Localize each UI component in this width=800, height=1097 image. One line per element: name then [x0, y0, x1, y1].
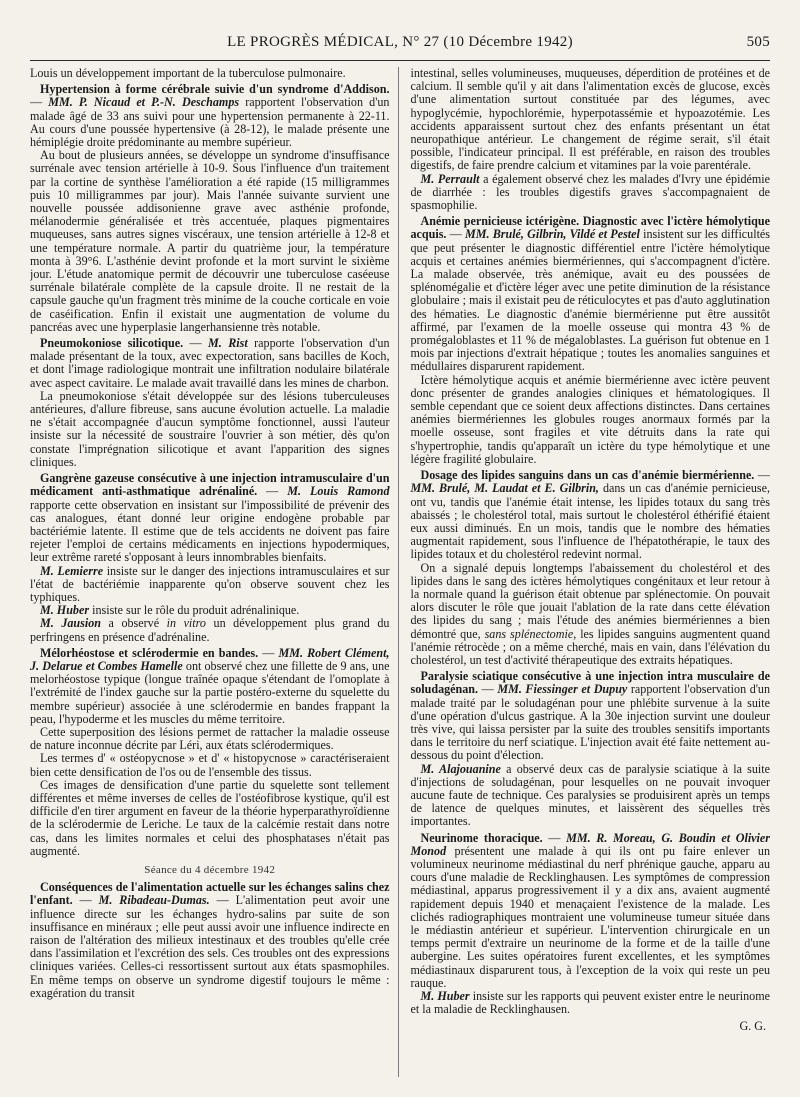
section-dosage-lipides: Dosage des lipides sanguins dans un cas d'anémie biermérienne. — MM. Brulé, M. Laudat et E. Gilbrin, dans un cas d'anémie pernicieuse, ont vu, tandis que l'anémie était intense, les lipides totaux du sang très abaissés ; le cholestérol total, mais surtout le cholestérol éthérifié étaient eux aussi diminués. En un mois, tandis que le nombre des hématies augmentait rapidement, sous l'influence de l'hépatothérapie, le taux des lipides totaux et du cholestérol redevint normal. On a signalé depuis longtemps l'abaissement du cholestérol et des lipides dans le sang des ictères hémolytiques congénitaux et leur retour à la normale quand la guérison était obtenue par splénectomie. On pouvait alors discuter le rôle que jouait l'ablation de la rate dans cette élévation des lipides du sang ; mais l'étude des anémies biermériennes a bien démontré que, sans splénectomie, les lipides sanguins augmentent quand l'anémie rétrocède ; on a même cherché, mais en vain, dans l'élévation du cholestérol, un test d'activité thérapeutique des extraits hépatiques.	[410, 468, 770, 667]
section-authors: M. Rist	[208, 336, 248, 351]
intro-paragraph: Louis un développement important de la tuberculose pulmonaire.	[30, 67, 346, 80]
author-name: M. Jausion	[40, 616, 101, 631]
section-neurinome: Neurinome thoracique. — MM. R. Moreau, G. Boudin et Olivier Monod présentent une malade à qui ils ont pu faire enlever un volumineux neurinome médiastinal du nerf phrénique gauche, apparu au cours d'une maladie de Recklinghausen. Les symptômes de compression médiastinal, apparus progressivement il y a dix ans, avaient augmenté rapidement depuis 1940 et menaçaient l'existence de la malade. Les clichés radiographiques montraient une volumineuse tumeur située dans le médiastin antérieur et supérieur. L'intervention chirurgicale en un temps permit d'extraire un neurinome de la forme et de la taille d'une aubergine. Les suites opératoires furent excellentes, et les symptômes médiastinaux disparurent tous, à l'exception de la voix qui reste un peu rauque. M. Huber insiste sur les rapports qui peuvent exister entre le neurinome et la maladie de Recklinghausen.	[410, 830, 770, 1017]
section-heading: Conséquences de l'alimentation actuelle sur les échanges salins chez l'enfant.	[30, 880, 390, 908]
section-authors: MM. Fiessinger et Dupuy	[497, 682, 628, 697]
section-gangrene: Gangrène gazeuse consécutive à une injection intramusculaire d'un médicament anti-asthmatique adrénaliné. — M. Louis Ramond rapporte cette observation en insistant sur l'impossibilité de prévenir des cas analogues, étant donné leur origine endogène probable par bactériémie latente. Il estime que de tels accidents ne doivent pas faire rejeter l'emploi de certains médicaments en injections hypodermiques, leur extrême rareté s'opposant à leurs innombrables bienfaits. M. Lemierre insiste sur le danger des injections intramusculaires et sur l'état de bactériémie inapparente qu'on observe souvent chez les typhiques. M. Huber insiste sur le rôle du produit adrénalinique. M. Jausion a observé in vitro un développement plus grand du perfringens en présence d'adrénaline.	[30, 471, 390, 644]
paragraph-text: ont observé chez une fillette de 9 ans, une melorhéostose typique (longue traînée opaque s'étendant de l'omoplate à l'extrémité de l'index gauche sur la partie postéro-externe du squelette du membre supérieur) associée à une sclérodermie en bandes frappant la peau, l'hypoderme et les muscles du même territoire.	[30, 658, 390, 726]
section-heading: Hypertension à forme cérébrale suivie d'un syndrome d'Addison.	[40, 82, 390, 97]
section-anemie-pernicieuse: Anémie pernicieuse ictérigène. Diagnostic avec l'ictère hémolytique acquis. — MM. Brulé, Gilbrin, Vildé et Pestel insistent sur les difficultés que peut présenter le diagnostic différentiel entre l'ictère hémolytique acquis et certaines anémies biermériennes, qui s'accompagnent d'ictère. La malade observée, très anémique, avait eu des poussées de splénomégalie et d'ictère léger avec une petite diminution de la résistance globulaire ; mais il existait peu de réticulocytes et pas d'auto agglutination des hématies. Le diagnostic d'anémie biermérienne put être aussitôt affirmé, par l'examen de la moelle osseuse qui montra 43 % de promégaloblastes et 11 % de mégaloblastes. La guérison fut obtenue en 1 mois par injections d'extrait hépatique ; toutes les anomalies sanguines et médullaires disparurent rapidement. Ictère hémolytique acquis et anémie biermérienne avec ictère peuvent donc présenter de grandes analogies cliniques et hématologiques. Il semble cependant que ce soient deux affections distinctes. Dans certaines anémies biermériennes les globules rouges anormaux formés par la moelle osseuse, sont fragiles et vite détruits dans la rate qui s'hypertrophie, tandis qu'apparaît un ictère du type hémolytique et une légère fragilité globulaire.	[410, 214, 770, 466]
paragraph: Ces images de densification d'une partie du squelette sont tellement différentes et même inverses de celles de l'ostéofibrose kystique, qu'il est difficile d'en tirer argument en faveur de la théorie hyperparathyroïdienne de la sclérodermie de Leriche. Le taux de la calcémie restait dans notre cas, dans les limites normales et celui des phosphatases n'était pas augmenté.	[30, 777, 390, 858]
paragraph-text: dans un cas d'anémie pernicieuse, ont vu, tandis que l'anémie était intense, les lipides totaux du sang très abaissés ; le cholestérol total, mais surtout le cholestérol éthérifié étaient eux aussi diminués. En un mois, tandis que le nombre des hématies augmentait rapidement, sous l'influence de l'hépatothérapie, le taux des lipides totaux et du cholestérol redevint normal.	[410, 481, 770, 562]
italic-term: sans splénectomie,	[484, 626, 577, 641]
page-number: 505	[746, 34, 770, 50]
author-name: M. Huber	[40, 603, 90, 618]
author-name: M. Lemierre	[40, 563, 104, 578]
section-paralysie-sciatique: Paralysie sciatique consécutive à une injection intra musculaire de soludagénan. — MM. Fiessinger et Dupuy rapportent l'observation d'un malade traité par le soludagénan pour une phlébite survenue à la suite d'une opération d'ulcus gastrique. A la 30e injection survint une douleur très vive, qui laissa persister par la suite des troubles sensitifs importants dans le territoire du nerf sciatique. L'injection avait été faite nettement au-dessous du point d'élection. M. Alajouanine a observé deux cas de paralysie sciatique à la suite d'injections de soludagénan, pour lesquelles on ne pouvait invoquer aucune faute de technique. Ces paralysies se produisirent après un temps de latence de quelques minutes, et laissèrent des séquelles très importantes.	[410, 669, 770, 829]
paragraph: Les termes d' « ostéopycnose » et d' « histopycnose » caractériseraient bien cette densification de l'os ou de l'ensemble des tissus.	[30, 751, 390, 779]
paragraph-text: rapporte l'observation d'un malade présentant de la toux, avec expectoration, sans bacilles de Koch, et dont l'image radiologique montrait une infiltration nodulaire bilatérale avec aspect cavitaire. Le malade avait travaillé dans les mines de charbon.	[30, 336, 390, 390]
paragraph-text: rapporte cette observation en insistant sur l'impossibilité de prévenir des cas analogues, étant donné leur origine endogène probable par bactériémie latente. Il estime que de tels accidents ne doivent pas faire rejeter l'emploi de certains médicaments en injections hypodermiques, leur extrême rareté s'opposant à leurs innombrables bienfaits.	[30, 497, 390, 565]
paragraph: Ictère hémolytique acquis et anémie biermérienne avec ictère peuvent donc présenter de grandes analogies cliniques et hématologiques. Il semble cependant que ce soient deux affections distinctes. Dans certaines anémies biermériennes les globules rouges anormaux formés par la moelle osseuse, sont fragiles et vite détruits dans la rate qui s'hypertrophie, tandis qu'apparaît un ictère du type hémolytique et une légère fragilité globulaire.	[410, 372, 770, 466]
paragraph-text: a observé	[108, 616, 160, 631]
paragraph-text: a observé deux cas de paralysie sciatique à la suite d'injections de soludagénan, pour lesquelles on ne pouvait invoquer aucune faute de technique. Ces paralysies se produisirent après un temps de latence de quelques minutes, et laissèrent des séquelles très importantes.	[410, 761, 770, 829]
section-heading: Mélorhéostose et sclérodermie en bandes.	[40, 645, 259, 660]
session-date: Séance du 4 décembre 1942	[144, 863, 276, 876]
section-alimentation: Conséquences de l'alimentation actuelle sur les échanges salins chez l'enfant. — M. Ribadeau-Dumas. — L'alimentation peut avoir une influence directe sur les échanges hydro-salins par suite de son insuffisance en minéraux ; elle peut aussi avoir une influence indirecte en raison de l'altération des milieux intestinaux et des troubles qu'elle crée dans l'assimilation et l'excrétion des sels. Ces troubles ont des expressions cliniques variées. Celles-ci ressortissent surtout aux états spasmophiles. En même temps on observe un syndrome digestif toujours le même : exagération du transit	[30, 880, 390, 1000]
section-pneumokoniose: Pneumokoniose silicotique. — M. Rist rapporte l'observation d'un malade présentant de la toux, avec expectoration, sans bacilles de Koch, et dont l'image radiologique montrait une infiltration nodulaire bilatérale avec aspect cavitaire. Le malade avait travaillé dans les mines de charbon. La pneumokoniose s'était développée sur des lésions tuberculeuses antérieures, d'allure fibreuse, sans aucune évolution actuelle. La maladie ne s'était accompagnée d'aucun symptôme fonctionnel, aussi l'auteur insiste sur la nécessité de soustraire l'ouvrier à son métier, dès qu'on constate l'imprégnation silicotique et avant l'apparition des signes cliniques.	[30, 336, 390, 469]
header-rule	[30, 60, 770, 61]
section-authors: MM. P. Nicaud et P.-N. Deschamps	[48, 95, 240, 110]
author-name: M. Perrault	[420, 171, 480, 186]
section-authors: M. Louis Ramond	[287, 484, 390, 499]
section-heading: Anémie pernicieuse ictérigène. Diagnostic avec l'ictère hémolytique acquis.	[410, 214, 770, 242]
continued-paragraph: intestinal, selles volumineuses, muqueuses, déperdition de protéines et de calcium. Il semble qu'il y ait dans l'alimentation excès de glucose, excès d'une alimentation surtout constituée par des légumes, avec hypoglycémie, hypochlorémie, hyperpotassémie et hypoazotémie. Les accidents apparaissent surtout chez des enfants présentant un état neuropathique antérieur. Le changement de régime serait, s'il était possible, l'indicateur principal. Il est préférable, en raison des troubles digestifs, de faire prendre calcium et vitamines par la voie parentérale.	[410, 67, 770, 173]
paragraph: Au bout de plusieurs années, se développe un syndrome d'insuffisance surrénale avec tension artérielle à 10-9. Sous l'influence d'un traitement par la cortine de synthèse l'amélioration a été rapide (15 milligrammes puis 10 milligrammes par jour). Mais l'année suivante survient une nouvelle poussée addisonienne grave avec asthénie profonde, mélanodermie généralisée et très accentuée, plaques pigmentaires muqueuses, sans autres signes viscéraux, une tension artérielle à 12-8 et une température normale. A partir du quatrième jour, la température monta à 39°6. L'asthénie devint profonde et la mort survint le sixième jour. L'étude anatomique permit de découvrir une tuberculose caséeuse surrénale bilatérale complète de la capsule droite. Il ne restait de la capsule gauche qu'un fragment très minime de la couche corticale en voie de caséification. Enfin il existait une augmentation de volume du pancréas avec une hyperplasie langerhansienne très notable.	[30, 148, 390, 334]
paragraph-text: les lipides sanguins augmentent quand l'anémie rétrocède ; on a même cherché, mais en vain, dans l'élévation du cholestérol, un test d'activité thérapeutique des extraits hépatiques.	[410, 626, 770, 667]
paragraph: Cette superposition des lésions permet de rattacher la maladie osseuse de nature inconnue décrite par Léri, aux états sclérodermiques.	[30, 724, 390, 753]
paragraph-text: présentent une malade à qui ils ont pu faire enlever un volumineux neurinome médiastinal du nerf phrénique gauche, apparu au cours d'une maladie de Recklinghausen. Les symptômes de compression médiastinal, apparus progressivement il y a dix ans, avaient augmenté rapidement depuis 1940 et menaçaient l'existence de la malade. Les clichés radiographiques montraient une volumineuse tumeur située dans le médiastin antérieur et supérieur. L'intervention chirurgicale en un temps permit d'extraire un neurinome de la forme et de la taille d'une aubergine. Les suites opératoires furent excellentes, et les symptômes médiastinaux disparurent tous, à l'exception de la voix qui reste un peu rauque.	[410, 843, 770, 990]
paragraph-text: insiste sur le rôle du produit adrénalinique.	[92, 603, 300, 618]
signature: G. G.	[739, 1019, 766, 1034]
section-authors: MM. Robert Clément, J. Delarue et Combes Hamelle	[30, 645, 390, 673]
section-hypertension: Hypertension à forme cérébrale suivie d'un syndrome d'Addison. — MM. P. Nicaud et P.-N. Deschamps rapportent l'observation d'un malade âgé de 33 ans suivi pour une hypertension permanente à 22-11. Au cours d'une poussée hypertensive (à 28-12), le malade présente une hémiplégie droite prédominante au membre supérieur. Au bout de plusieurs années, se développe un syndrome d'insuffisance surrénale avec tension artérielle à 10-9. Sous l'influence d'un traitement par la cortine de synthèse l'amélioration a été rapide (15 milligrammes puis 10 milligrammes par jour). Mais l'année suivante survient une nouvelle poussée addisonienne grave avec asthénie profonde, mélanodermie généralisée et très accentuée, plaques pigmentaires muqueuses, sans autres signes viscéraux, une tension artérielle à 12-8 et une température normale. A partir du quatrième jour, la température monta à 39°6. L'asthénie devint profonde et la mort survint le sixième jour. L'étude anatomique permit de découvrir une tuberculose caséeuse surrénale bilatérale complète de la capsule droite. Il ne restait de la capsule gauche qu'un fragment très minime de la couche corticale en voie de caséification. Enfin il existait une augmentation de volume du pancréas avec une hyperplasie langerhansienne très notable.	[30, 82, 390, 334]
journal-title: LE PROGRÈS MÉDICAL, N° 27 (10 Décembre 1942)	[227, 34, 573, 50]
section-authors: MM. Brulé, M. Laudat et E. Gilbrin,	[410, 481, 599, 496]
paragraph-text: rapportent l'observation d'un malade traité par le soludagénan pour une phlébite survenue à la suite d'une opération d'ulcus gastrique. A la 30e injection survint une douleur très vive, qui laissa persister par la suite des troubles sensitifs importants dans le territoire du nerf sciatique. L'injection avait été faite nettement au-dessous du point d'élection.	[410, 682, 770, 763]
paragraph-text: insistent sur les difficultés que peut présenter le diagnostic différentiel entre l'ictère hémolytique acquis et certaines anémies biermériennes, qui s'accompagnent d'ictère. La malade observée, très anémique, avait eu des poussées de splénomégalie et d'ictère léger avec une petite diminution de la résistance globulaire ; mais il existait peu de réticulocytes et pas d'auto agglutination des hématies. Le diagnostic d'anémie biermérienne put être aussitôt affirmé, par l'examen de la moelle osseuse qui montra 43 % de promégaloblastes et 11 % de mégaloblastes. La guérison fut obtenue en 1 mois par injections d'extrait hépatique ; toutes les anomalies sanguines et médullaires disparurent rapidement.	[410, 227, 770, 374]
section-authors: MM. Brulé, Gilbrin, Vildé et Pestel	[464, 227, 640, 242]
paragraph: La pneumokoniose s'était développée sur des lésions tuberculeuses antérieures, d'allure fibreuse, sans aucune évolution actuelle. La maladie ne s'était accompagnée d'aucun symptôme fonctionnel, aussi l'auteur insiste sur la nécessité de soustraire l'ouvrier à son métier, dès qu'on constate l'imprégnation silicotique et avant l'apparition des signes cliniques.	[30, 388, 390, 469]
left-column	[30, 67, 399, 1077]
paragraph-text: a également observé chez les malades d'Ivry une épidémie de diarrhée : les troubles digestifs graves s'accompagnaient de spasmophilie.	[410, 171, 770, 213]
paragraph-text: un développement plus grand du perfringens en présence d'adrénaline.	[30, 616, 390, 644]
paragraph-text: L'alimentation peut avoir une influence directe sur les échanges hydro-salins par suite de son insuffisance en minéraux ; elle peut aussi avoir une influence indirecte en raison de l'altération des milieux intestinaux et des troubles qu'elle crée dans l'assimilation et l'excrétion des sels. Ces troubles ont des expressions cliniques variées. Celles-ci ressortissent surtout aux états spasmophiles. En même temps on observe un syndrome digestif toujours le même : exagération du transit	[30, 893, 390, 1000]
author-name: M. Huber	[420, 989, 470, 1004]
italic-term: in vitro	[166, 616, 206, 631]
right-column	[411, 67, 771, 1077]
section-heading: Neurinome thoracique.	[420, 830, 543, 845]
article-columns	[30, 67, 770, 1077]
section-heading: Dosage des lipides sanguins dans un cas d'anémie biermérienne.	[420, 468, 755, 483]
section-melorheostose: Mélorhéostose et sclérodermie en bandes. — MM. Robert Clément, J. Delarue et Combes Hamelle ont observé chez une fillette de 9 ans, une melorhéostose typique (longue traînée opaque s'étendant de l'omoplate à l'extrémité de l'index gauche sur la partie postéro-externe du squelette du membre supérieur) associée à une sclérodermie en bandes frappant la peau, l'hypoderme et les muscles du même territoire. Cette superposition des lésions permet de rattacher la maladie osseuse de nature inconnue décrite par Léri, aux états sclérodermiques. Les termes d' « ostéopycnose » et d' « histopycnose » caractériseraient bien cette densification de l'os ou de l'ensemble des tissus. Ces images de densification d'une partie du squelette sont tellement différentes et même inverses de celles de l'ostéofibrose kystique, qu'il est difficile d'en tirer argument en faveur de la théorie hyperparathyroïdienne de la sclérodermie de Leriche. Le taux de la calcémie restait dans notre cas, dans les limites normales et celui des phosphatases n'était pas augmenté.	[30, 645, 390, 858]
section-authors: M. Ribadeau-Dumas.	[98, 893, 210, 908]
author-name: M. Alajouanine	[420, 761, 501, 776]
section-heading: Gangrène gazeuse consécutive à une injection intramusculaire d'un médicament anti-asthmatique adrénaliné.	[30, 471, 390, 499]
paragraph-text: insiste sur le danger des injections intramusculaires et sur l'état de bactériémie inapparente qu'on observe souvent chez les typhiques.	[30, 563, 390, 604]
paragraph-text: insiste sur les rapports qui peuvent exister entre le neurinome et la maladie de Recklinghausen.	[410, 989, 770, 1017]
section-heading: Pneumokoniose silicotique.	[40, 336, 184, 351]
paragraph-text: On a signalé depuis longtemps l'abaissement du cholestérol et des lipides dans le sang des ictères hémolytiques congénitaux et leur retour à la normale quand la guérison était obtenue par splénectomie. On pouvait alors discuter le rôle que jouait l'ablation de la rate dans cette élévation des lipides du sang ; mais l'étude des anémies biermériennes a bien démontré que,	[410, 560, 770, 641]
running-header	[30, 34, 770, 56]
section-heading: Paralysie sciatique consécutive à une injection intra musculaire de soludagénan.	[410, 669, 770, 697]
section-authors: MM. R. Moreau, G. Boudin et Olivier Monod	[410, 830, 770, 858]
paragraph-text: rapportent l'observation d'un malade âgé de 33 ans suivi pour une hypertension permanente à 22-11. Au cours d'une poussée hypertensive (à 28-12), le malade présente une hémiplégie droite prédominante au membre supérieur.	[30, 95, 390, 150]
